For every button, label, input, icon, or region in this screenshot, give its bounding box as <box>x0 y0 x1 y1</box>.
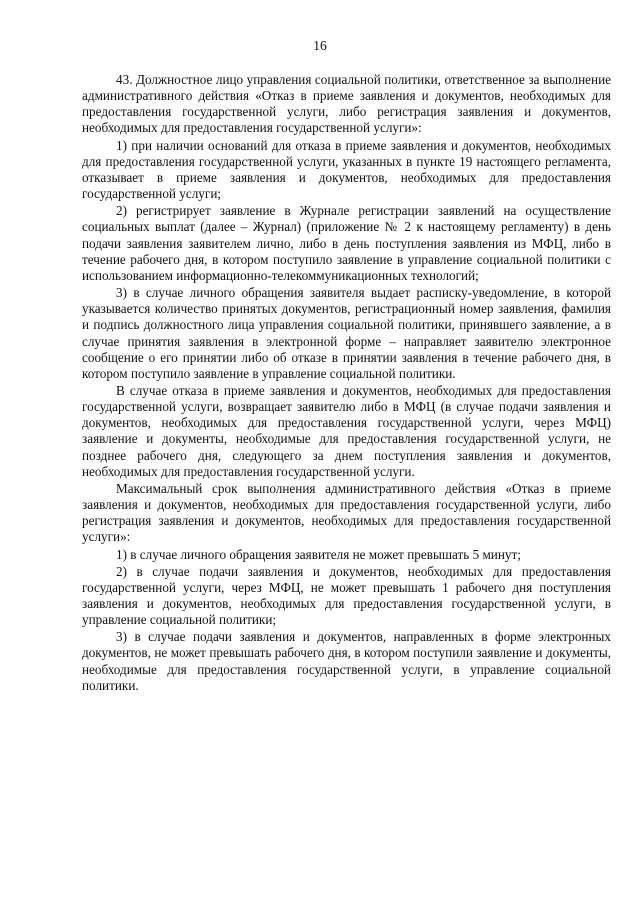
paragraph-list-item-1: 1) при наличии оснований для отказа в приеме заявления и документов, необходимых для предоставления государственной услуги, указанных в пункте 19 настоящего регламента, отказывает в приеме заявления и документов, необходимых для предоставления государственной услуги; <box>82 137 611 202</box>
page-number: 16 <box>313 38 327 53</box>
paragraph-term-item-3: 3) в случае подачи заявления и документов, направленных в форме электронных документов, не может превышать рабочего дня, в котором поступили заявление и документы, необходимые для предоставления государственной услуги, в управление социальной политики. <box>82 629 611 693</box>
paragraph-term-item-1: 1) в случае личного обращения заявителя не может превышать 5 минут; <box>116 546 521 562</box>
paragraph-list-item-3: 3) в случае личного обращения заявителя выдает расписку-уведомление, в которой указывается количество принятых документов, регистрационный номер заявления, фамилия и подпись должностного лица управления социальной политики, принявшего заявление, а в случае принятия заявления в электронной форме – направляет заявителю электронное сообщение о его принятии либо об отказе в принятии заявления в течение рабочего дня, в котором поступило заявление в управление социальной политики. <box>82 285 611 381</box>
paragraph-refusal-case: В случае отказа в приеме заявления и документов, необходимых для предоставления государственной услуги, возвращает заявителю либо в МФЦ (в случае подачи заявления и документов, необходимых для предоставления государственной услуги, через МФЦ) заявление и документы, необходимые для предоставления государственной услуги, не позднее рабочего дня, следующего за днем поступления заявления и документов, необходимых для предоставления государственной услуги. <box>82 382 611 479</box>
paragraph-term-item-2: 2) в случае подачи заявления и документов, необходимых для предоставления государственной услуги, через МФЦ, не может превышать 1 рабочего дня поступления заявления и документов, необходимых для предоставления государственной услуги, в управление социальной политики; <box>82 563 611 628</box>
paragraph-max-term-intro: Максимальный срок выполнения административного действия «Отказ в приеме заявления и документов, необходимых для предоставления государственной услуги, либо регистрация заявления и документов, необходимых для предоставления государственной услуги»: <box>82 480 611 545</box>
paragraph-43-intro: 43. Должностное лицо управления социальной политики, ответственное за выполнение административного действия «Отказ в приеме заявления и документов, необходимых для предоставления государственной услуги, либо регистрация заявления и документов, необходимых для предоставления государственной услуги»: <box>82 72 611 136</box>
paragraph-list-item-2: 2) регистрирует заявление в Журнале регистрации заявлений на осуществление социальных выплат (далее – Журнал) (приложение № 2 к настоящему регламенту) в день подачи заявления заявителем лично, либо в день поступления заявления из МФЦ, либо в течение рабочего дня, в котором поступило заявление в управление социальной политики с использованием информационно-телекоммуникационных технологий; <box>82 203 611 283</box>
document-body <box>82 72 611 694</box>
